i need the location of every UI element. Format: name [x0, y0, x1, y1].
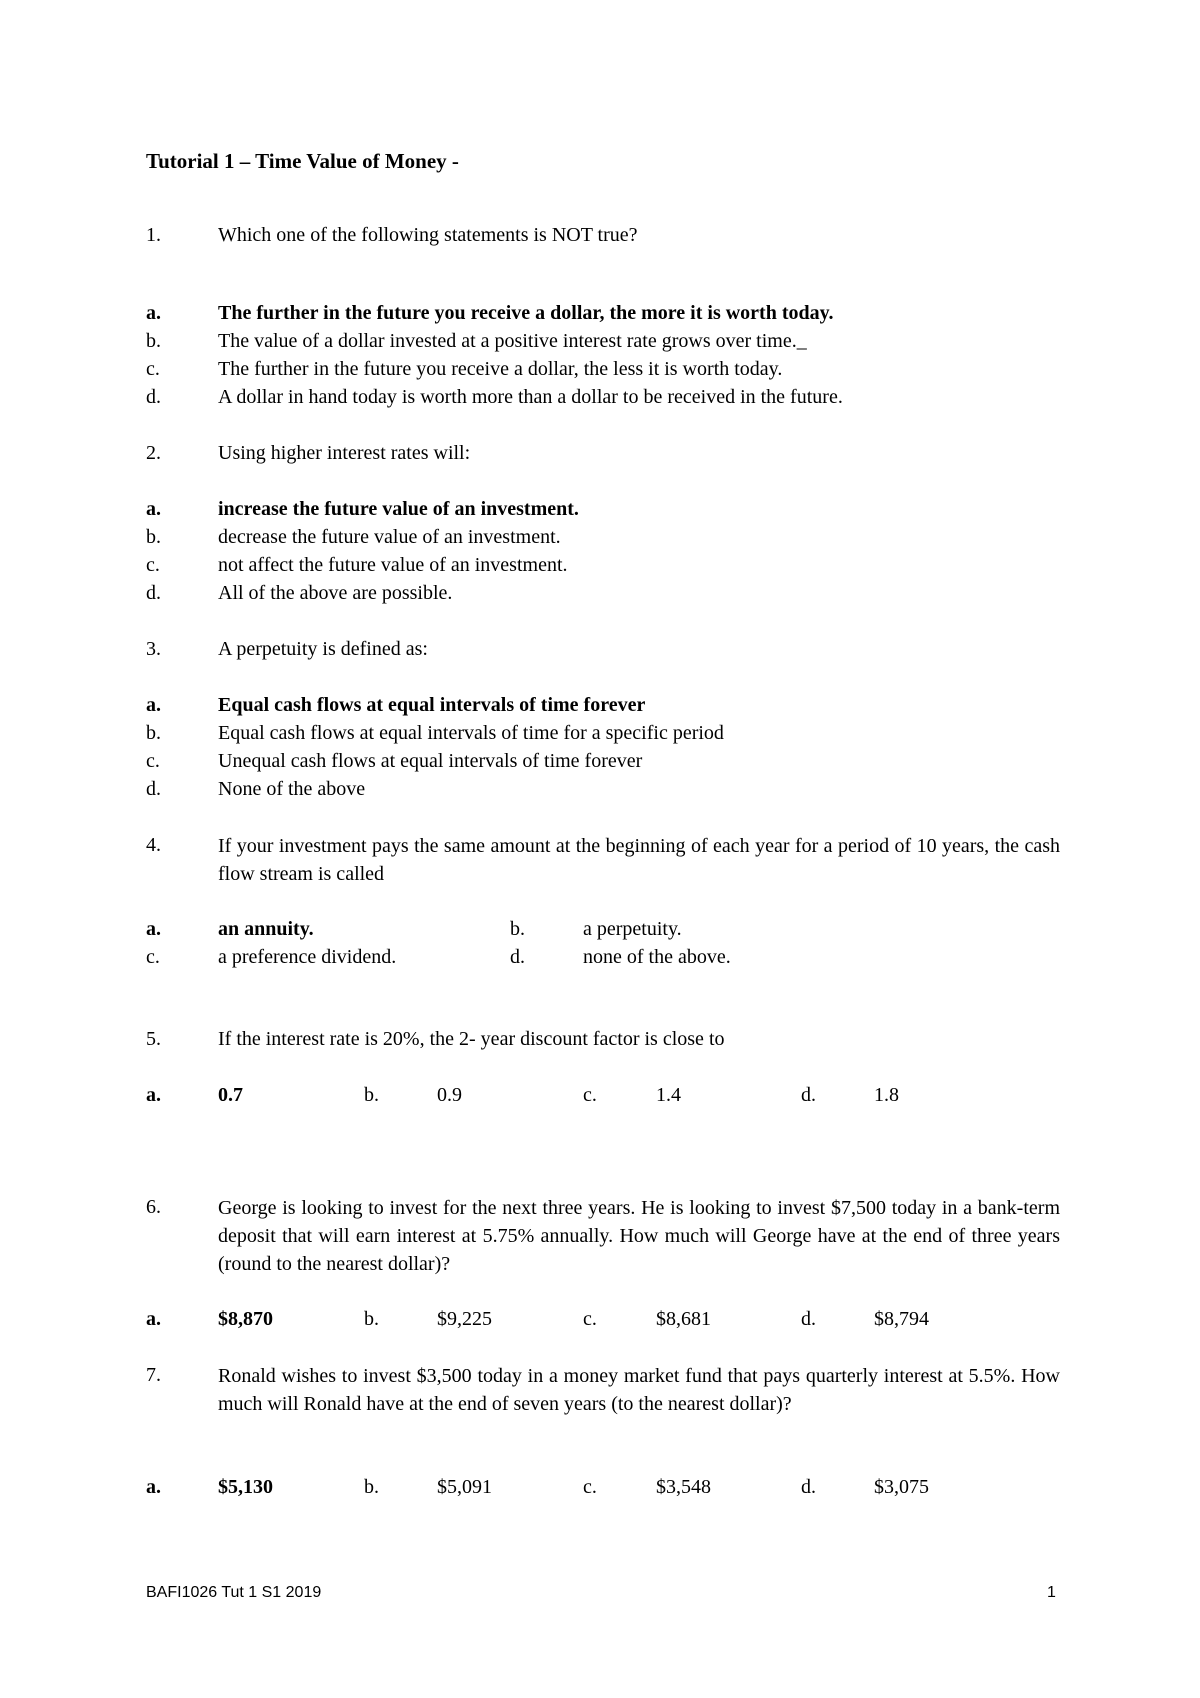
option-text: 0.7	[218, 1084, 243, 1106]
option-text: $3,075	[874, 1476, 929, 1498]
option-letter: d.	[801, 1308, 816, 1330]
option-text: Equal cash flows at equal intervals of time for a specific period	[218, 722, 724, 744]
question-text: Ronald wishes to invest $3,500 today in a money market fund that pays quarterly interest at 5.5%. How much will Ronald have at the end of seven years (to the nearest dollar)?	[218, 1365, 1060, 1415]
question-number: 6.	[146, 1196, 161, 1218]
option-letter: a.	[146, 1476, 161, 1498]
option-letter: b.	[146, 722, 161, 744]
question-text: A perpetuity is defined as:	[218, 638, 428, 660]
option-text: 0.9	[437, 1084, 462, 1106]
option-letter: c.	[146, 554, 160, 576]
option-letter: c.	[146, 750, 160, 772]
option-text: The further in the future you receive a dollar, the more it is worth today.	[218, 302, 834, 324]
option-text: $8,794	[874, 1308, 929, 1330]
option-text: none of the above.	[583, 946, 731, 968]
question-text: George is looking to invest for the next three years. He is looking to invest $7,500 today in a bank-term deposit that will earn interest at 5.75% annually. How much will George have at the end of three years (round to the nearest dollar)?	[218, 1197, 1060, 1275]
option-text: The further in the future you receive a dollar, the less it is worth today.	[218, 358, 783, 380]
option-letter: a.	[146, 694, 161, 716]
option-letter: b.	[510, 918, 525, 940]
option-text: $8,681	[656, 1308, 711, 1330]
option-letter: d.	[146, 778, 161, 800]
option-letter: a.	[146, 302, 161, 324]
option-letter: b.	[364, 1084, 379, 1106]
option-text: 1.8	[874, 1084, 899, 1106]
question-number: 4.	[146, 834, 161, 856]
option-letter: a.	[146, 1084, 161, 1106]
page-title: Tutorial 1 – Time Value of Money -	[146, 149, 459, 173]
option-letter: d.	[801, 1476, 816, 1498]
option-letter: d.	[146, 386, 161, 408]
option-text: $9,225	[437, 1308, 492, 1330]
option-letter: d.	[146, 582, 161, 604]
option-text: The value of a dollar invested at a positive interest rate grows over time._	[218, 330, 807, 352]
option-text: $8,870	[218, 1308, 273, 1330]
option-letter: c.	[146, 358, 160, 380]
question-text: If your investment pays the same amount at the beginning of each year for a period of 10 years, the cash flow stream is called	[218, 835, 1060, 885]
option-letter: a.	[146, 1308, 161, 1330]
option-text: $5,130	[218, 1476, 273, 1498]
option-text: a perpetuity.	[583, 918, 682, 940]
option-text: $5,091	[437, 1476, 492, 1498]
option-text: None of the above	[218, 778, 366, 800]
option-letter: b.	[364, 1308, 379, 1330]
option-letter: c.	[583, 1476, 597, 1498]
option-letter: c.	[583, 1308, 597, 1330]
option-text: decrease the future value of an investment.	[218, 526, 561, 548]
option-text: All of the above are possible.	[218, 582, 453, 604]
option-letter: a.	[146, 918, 161, 940]
question-text: Using higher interest rates will:	[218, 442, 471, 464]
question-text: If the interest rate is 20%, the 2- year discount factor is close to	[218, 1028, 725, 1050]
option-letter: b.	[146, 330, 161, 352]
option-text: $3,548	[656, 1476, 711, 1498]
question-number: 7.	[146, 1364, 161, 1386]
option-text: a preference dividend.	[218, 946, 397, 968]
question-number: 1.	[146, 224, 161, 246]
option-text: 1.4	[656, 1084, 681, 1106]
option-letter: d.	[510, 946, 525, 968]
option-text: not affect the future value of an investment.	[218, 554, 568, 576]
option-letter: a.	[146, 498, 161, 520]
question-number: 2.	[146, 442, 161, 464]
option-text: Unequal cash flows at equal intervals of time forever	[218, 750, 643, 772]
footer-course-code: BAFI1026 Tut 1 S1 2019	[146, 1584, 322, 1601]
question-number: 5.	[146, 1028, 161, 1050]
option-text: Equal cash flows at equal intervals of time forever	[218, 694, 646, 716]
option-letter: b.	[146, 526, 161, 548]
option-text: an annuity.	[218, 918, 314, 940]
option-letter: c.	[146, 946, 160, 968]
question-text: Which one of the following statements is NOT true?	[218, 224, 638, 246]
option-text: A dollar in hand today is worth more than a dollar to be received in the future.	[218, 386, 843, 408]
option-letter: c.	[583, 1084, 597, 1106]
question-number: 3.	[146, 638, 161, 660]
option-letter: b.	[364, 1476, 379, 1498]
option-letter: d.	[801, 1084, 816, 1106]
page-number: 1	[1047, 1584, 1056, 1601]
option-text: increase the future value of an investment.	[218, 498, 579, 520]
